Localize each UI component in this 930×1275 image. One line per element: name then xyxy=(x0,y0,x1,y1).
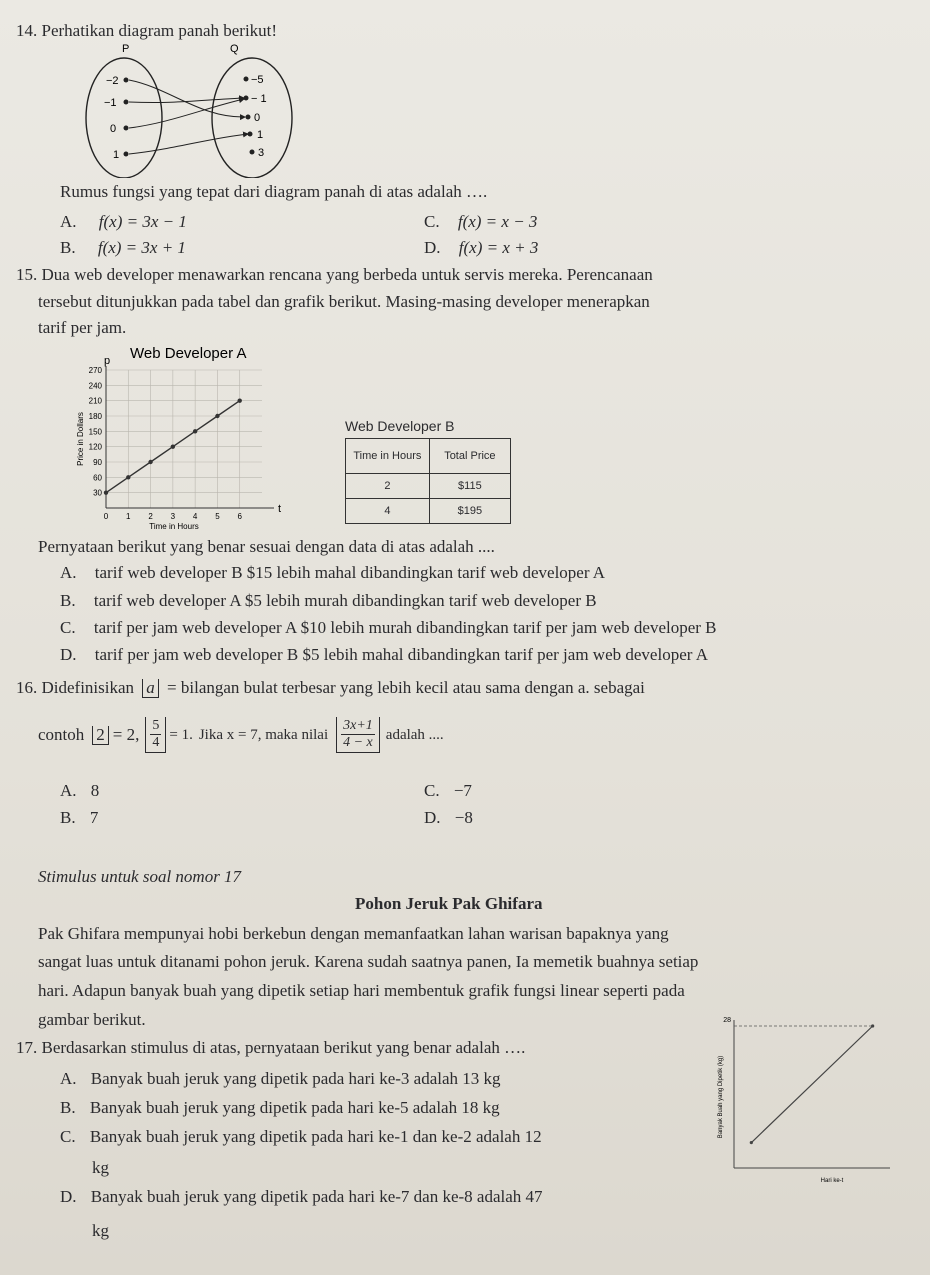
option-text: Banyak buah jeruk yang dipetik pada hari ke-1 dan ke-2 adalah 12 xyxy=(89,1127,542,1146)
q16-adalah: adalah .... xyxy=(385,727,444,743)
data-point xyxy=(104,490,108,494)
series-line xyxy=(751,1026,872,1143)
option-key: D. xyxy=(424,808,441,827)
q17-number: 17. xyxy=(16,1038,38,1057)
option-text: f(x) = x − 3 xyxy=(457,212,538,231)
codomain-value: 3 xyxy=(258,147,265,159)
q17-option-b[interactable] xyxy=(60,1097,500,1119)
data-point xyxy=(238,398,242,402)
data-point xyxy=(126,475,130,479)
floor-example-1: 2 xyxy=(92,726,109,745)
q16-option-c[interactable] xyxy=(424,780,472,802)
floor-example-2-value: = 1. xyxy=(169,727,193,743)
option-text: tarif web developer B $15 lebih mahal dibandingkan tarif web developer A xyxy=(94,563,606,582)
q16-number: 16. xyxy=(16,678,38,697)
q17-question: Berdasarkan stimulus di atas, pernyataan berikut yang benar adalah …. xyxy=(41,1038,526,1057)
stimulus-title: Pohon Jeruk Pak Ghifara xyxy=(355,894,543,913)
set-p-label: P xyxy=(122,43,130,55)
q15-text: Dua web developer menawarkan rencana yang berbeda untuk servis mereka. Perencanaan xyxy=(41,265,653,284)
q17-option-d[interactable] xyxy=(60,1186,543,1208)
data-point xyxy=(750,1141,753,1144)
domain-value: −2 xyxy=(106,75,119,87)
option-text: tarif per jam web developer A $10 lebih murah dibandingkan tarif per jam web developer B xyxy=(93,618,717,637)
q14-option-b[interactable] xyxy=(60,237,186,259)
option-key: B. xyxy=(60,808,76,827)
q14-question: Rumus fungsi yang tepat dari diagram panah di atas adalah …. xyxy=(60,182,488,201)
q16-text: = bilangan bulat terbesar yang lebih kecil atau sama dengan a. sebagai xyxy=(167,678,645,697)
y-tick-label: 210 xyxy=(88,396,102,406)
mapping-arrows xyxy=(129,80,248,154)
x-axis-label: Hari ke-t xyxy=(820,1178,844,1184)
q16-line1 xyxy=(16,677,645,699)
option-text: f(x) = 3x + 1 xyxy=(97,238,186,257)
y-tick-label: 240 xyxy=(88,381,102,391)
option-key: A. xyxy=(60,781,77,800)
option-text: tarif web developer A $5 lebih murah dibandingkan tarif web developer B xyxy=(93,591,597,610)
x-tick-label: 0 xyxy=(103,512,109,521)
codomain-value: 0 xyxy=(254,112,261,124)
fraction-denominator: 4 − x xyxy=(343,735,373,750)
table-header-row xyxy=(346,439,511,474)
stimulus-paragraph: Pak Ghifara mempunyai hobi berkebun dengan memanfaatkan lahan warisan bapaknya yang xyxy=(38,924,669,943)
y-tick-label: 30 xyxy=(93,488,102,498)
q14-number: 14. xyxy=(16,21,38,40)
table-cell: 2 xyxy=(346,474,430,499)
option-key: D. xyxy=(60,645,77,664)
codomain-value: − 1 xyxy=(251,93,267,105)
option-text: 7 xyxy=(89,808,99,827)
codomain-dot xyxy=(248,132,253,137)
q14-option-d[interactable] xyxy=(424,237,538,259)
domain-dot xyxy=(124,78,129,83)
table-cell: $195 xyxy=(429,499,510,524)
q15-option-b[interactable] xyxy=(60,590,597,612)
arrow-diagram xyxy=(80,38,310,178)
y-tick-label: 90 xyxy=(93,458,102,467)
floor-example-1-value: = 2, xyxy=(112,725,140,744)
web-developer-b-table xyxy=(345,438,511,524)
q14-prompt: Perhatikan diagram panah berikut! xyxy=(41,21,278,40)
floor-example-2 xyxy=(145,717,166,753)
codomain-dot xyxy=(246,115,251,120)
x-tick-label: 3 xyxy=(170,512,176,521)
domain-value: −1 xyxy=(104,97,117,109)
domain-dot xyxy=(124,100,129,105)
x-tick-label: 6 xyxy=(237,512,242,521)
option-text: −8 xyxy=(454,808,473,827)
option-text: f(x) = x + 3 xyxy=(458,238,539,257)
q14-option-a[interactable] xyxy=(60,211,187,233)
codomain-dot xyxy=(244,77,249,82)
option-text: Banyak buah jeruk yang dipetik pada hari ke-3 adalah 13 kg xyxy=(90,1069,501,1088)
q15-question: Pernyataan berikut yang benar sesuai dengan data di atas adalah .... xyxy=(38,537,495,556)
stimulus-paragraph: gambar berikut. xyxy=(38,1010,146,1029)
y-top-label: 28 xyxy=(723,1017,731,1024)
stimulus-heading: Stimulus untuk soal nomor 17 xyxy=(38,867,242,886)
q16-option-d[interactable] xyxy=(424,807,473,829)
option-text: Banyak buah jeruk yang dipetik pada hari ke-5 adalah 18 kg xyxy=(89,1098,500,1117)
domain-dot xyxy=(124,152,129,157)
option-key: A. xyxy=(60,1069,77,1088)
q17-line1 xyxy=(16,1037,525,1059)
option-key: B. xyxy=(60,238,76,257)
option-key: C. xyxy=(424,212,440,231)
floor-expression xyxy=(336,717,380,753)
table-row xyxy=(346,474,511,499)
option-key: C. xyxy=(60,618,76,637)
table-header: Time in Hours xyxy=(346,439,430,474)
option-text: 8 xyxy=(90,781,100,800)
y-tick-label: 180 xyxy=(88,412,102,421)
option-text: tarif per jam web developer B $5 lebih mahal dibandingkan tarif per jam web developer A xyxy=(94,645,708,664)
codomain-points xyxy=(244,74,267,159)
q16-jika: Jika x = 7, maka nilai xyxy=(198,727,329,743)
data-point xyxy=(215,414,219,418)
option-text: Banyak buah jeruk yang dipetik pada hari ke-7 dan ke-8 adalah 47 xyxy=(90,1187,543,1206)
q16-contoh: contoh xyxy=(38,725,85,744)
y-tick-label: 270 xyxy=(88,366,102,375)
table-row xyxy=(346,499,511,524)
data-point xyxy=(148,460,152,464)
q15-line1 xyxy=(16,264,653,286)
domain-dot xyxy=(124,126,129,131)
option-key: D. xyxy=(60,1187,77,1206)
option-key: C. xyxy=(60,1127,76,1146)
option-key: A. xyxy=(60,563,77,582)
q15-option-d[interactable] xyxy=(60,644,708,666)
floor-symbol: a xyxy=(142,679,159,698)
q16-text: Didefinisikan xyxy=(41,678,135,697)
q15-number: 15. xyxy=(16,265,38,284)
domain-value: 0 xyxy=(110,123,117,135)
table-cell: 4 xyxy=(346,499,430,524)
codomain-dot xyxy=(250,150,255,155)
chart-title: Web Developer A xyxy=(130,345,247,362)
q17-option-c[interactable] xyxy=(60,1126,542,1148)
codomain-value: −5 xyxy=(251,74,264,86)
q16-line2 xyxy=(38,710,444,760)
y-tick-label: 60 xyxy=(93,473,102,483)
q17-option-a[interactable] xyxy=(60,1068,501,1090)
y-axis-label: Price in Dollars xyxy=(76,412,85,466)
q15-option-c[interactable] xyxy=(60,617,717,639)
option-key: D. xyxy=(424,238,441,257)
x-tick-label: 1 xyxy=(126,512,131,521)
q15-line3: tarif per jam. xyxy=(38,318,127,337)
web-developer-b-title: Web Developer B xyxy=(345,418,455,434)
fraction xyxy=(341,718,375,751)
x-tick-label: 4 xyxy=(192,512,198,521)
q16-option-a[interactable] xyxy=(60,780,99,802)
option-key: B. xyxy=(60,591,76,610)
table-header: Total Price xyxy=(429,439,510,474)
q16-option-b[interactable] xyxy=(60,807,98,829)
option-text: −7 xyxy=(453,781,472,800)
q15-line2: tersebut ditunjukkan pada tabel dan grafik berikut. Masing-masing developer menerapkan xyxy=(38,292,650,311)
axis-x-letter: t xyxy=(278,503,282,515)
arrow xyxy=(129,134,248,154)
data-point xyxy=(871,1024,874,1027)
option-text: f(x) = 3x − 1 xyxy=(98,212,187,231)
y-axis-label: Banyak Buah yang Dipetik (kg) xyxy=(718,1055,724,1139)
fraction xyxy=(150,718,161,751)
set-q-label: Q xyxy=(230,43,239,55)
fraction-denominator: 4 xyxy=(152,735,160,750)
domain-value: 1 xyxy=(113,149,120,161)
set-p-ellipse xyxy=(86,58,162,178)
codomain-value: 1 xyxy=(257,129,264,141)
jeruk-harvest-chart xyxy=(712,1010,902,1195)
arrow xyxy=(129,99,244,128)
arrow xyxy=(129,98,244,103)
x-tick-label: 5 xyxy=(215,512,220,521)
data-point xyxy=(193,429,197,433)
q14-option-c[interactable] xyxy=(424,211,537,233)
x-tick-label: 2 xyxy=(148,512,153,521)
axis-y-letter: p xyxy=(104,355,111,367)
stimulus-paragraph: sangat luas untuk ditanami pohon jeruk. Karena sudah saatnya panen, Ia memetik buahnya setiap xyxy=(38,952,699,971)
q17-option-c-continued: kg xyxy=(92,1158,109,1177)
web-developer-a-chart xyxy=(70,340,290,530)
x-axis-label: Time in Hours xyxy=(149,522,199,530)
data-point xyxy=(171,444,175,448)
option-key: A. xyxy=(60,212,77,231)
q15-option-a[interactable] xyxy=(60,562,605,584)
q17-option-d-continued: kg xyxy=(92,1221,109,1240)
y-tick-label: 120 xyxy=(88,442,102,452)
fraction-numerator: 3x+1 xyxy=(343,718,373,733)
domain-points xyxy=(104,75,129,161)
table-cell: $115 xyxy=(429,474,510,499)
fraction-numerator: 5 xyxy=(152,718,160,733)
option-key: C. xyxy=(424,781,440,800)
stimulus-paragraph: hari. Adapun banyak buah yang dipetik setiap hari membentuk grafik fungsi linear seperti pada xyxy=(38,981,685,1000)
codomain-dot xyxy=(244,96,249,101)
y-tick-label: 150 xyxy=(88,427,102,437)
option-key: B. xyxy=(60,1098,76,1117)
